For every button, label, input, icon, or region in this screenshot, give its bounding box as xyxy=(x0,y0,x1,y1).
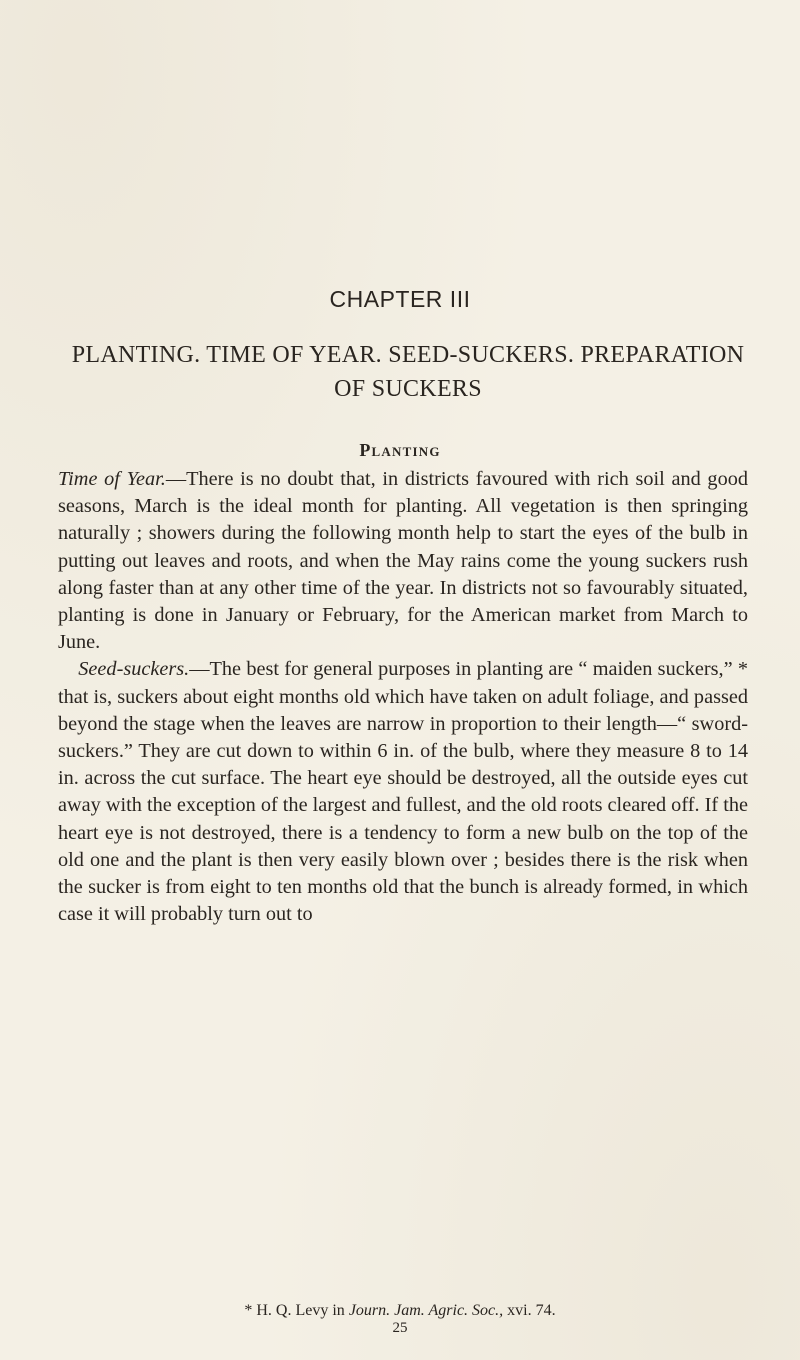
chapter-title: PLANTING. TIME OF YEAR. SEED-SUCKERS. PREPARATION OF SUCKERS xyxy=(71,342,745,402)
footnote xyxy=(0,1302,800,1320)
footnote-suffix: xvi. 74. xyxy=(503,1302,556,1319)
paragraph-lead: Seed-suckers. xyxy=(78,658,190,681)
footnote-journal: Journ. Jam. Agric. Soc., xyxy=(348,1302,504,1319)
paragraph-seed-suckers xyxy=(58,656,748,928)
footnote-prefix: * H. Q. Levy in xyxy=(244,1302,349,1319)
paragraph-text: —There is no doubt that, in districts favoured with rich soil and good seasons, March is the ideal month for planting. All vegetation is then springing naturally ; showers during the following month help to start the eyes of the bulb in putting out leaves and roots, and when the May rains come the young suckers rush along faster than at any other time of the year. In districts not so favourably situated, planting is done in January or February, for the American market from March to June. xyxy=(58,468,748,654)
paragraph-time-of-year xyxy=(58,466,748,656)
paragraph-text: —The best for general purposes in planting are “ maiden suckers,” * that is, suckers about eight months old which have taken on adult foliage, and passed beyond the stage when the leaves are narrow in proportion to their length—“ sword-suckers.” They are cut down to within 6 in. of the bulb, where they measure 8 to 14 in. across the cut surface. The heart eye should be destroyed, all the outside eyes cut away with the exception of the largest and fullest, and the old roots cleared off. If the heart eye is not destroyed, there is a tendency to form a new bulb on the top of the old one and the plant is then very easily blown over ; besides there is the risk when the sucker is from eight to ten months old that the bunch is already formed, in which case it will probably turn out to xyxy=(58,658,748,926)
page-number: 25 xyxy=(392,1320,408,1336)
section-heading: Planting xyxy=(359,440,441,460)
paragraph-lead: Time of Year. xyxy=(58,468,166,490)
chapter-number: CHAPTER III xyxy=(329,286,471,312)
body-text xyxy=(58,466,748,928)
